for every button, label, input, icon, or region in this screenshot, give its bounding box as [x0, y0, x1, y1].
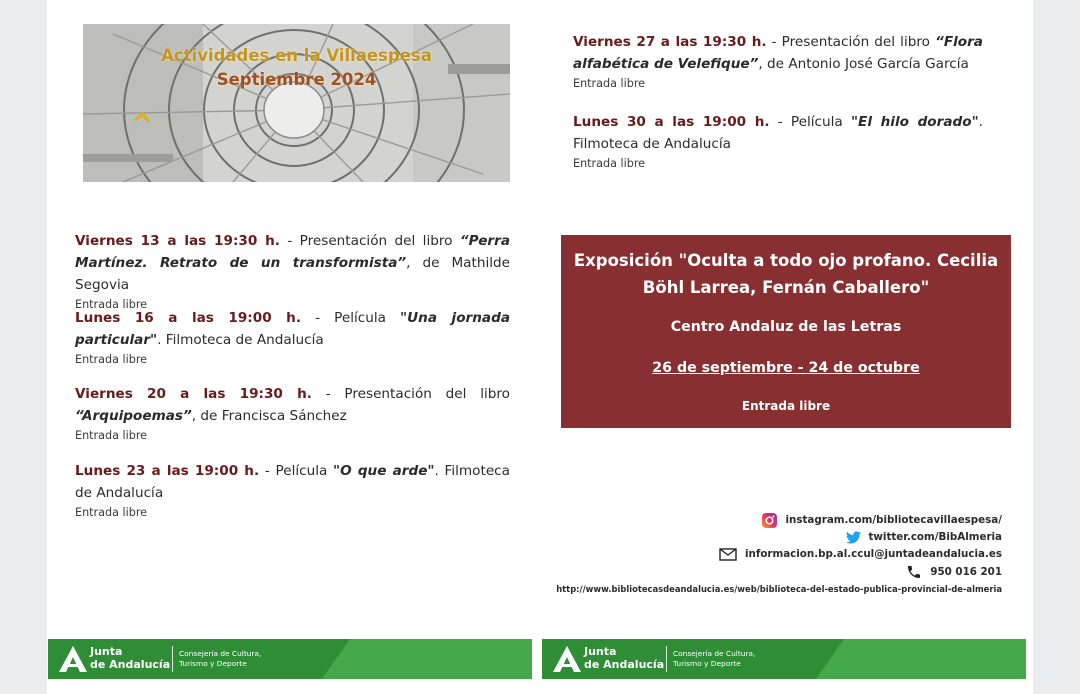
footer-divider: [172, 646, 173, 672]
entry-label: Entrada libre: [573, 157, 646, 170]
junta-brand: [90, 645, 170, 671]
event-date: Viernes 20 a las 19:30 h.: [75, 386, 312, 402]
twitter-icon: [846, 531, 861, 544]
brand-line2: de Andalucía: [584, 658, 665, 671]
brand-line2: de Andalucía: [90, 658, 171, 671]
dept-line2: Turismo y Deporte: [179, 659, 247, 668]
brand-line1: Junta: [90, 645, 123, 658]
exposition-title-line2: Böhl Larrea, Fernán Caballero": [642, 278, 930, 297]
exposition-dates: 26 de septiembre - 24 de octubre: [652, 360, 920, 376]
entry-label: Entrada libre: [573, 77, 646, 90]
entry-label: Entrada libre: [75, 506, 148, 519]
event-left-1: [75, 230, 510, 314]
event-author: . Filmoteca de Andalucía: [157, 332, 324, 348]
email-address: informacion.bp.al.ccul@juntadeandalucia.es: [744, 548, 1002, 560]
footer-accent: [322, 639, 532, 679]
mail-icon: [719, 548, 737, 561]
entry-label: Entrada libre: [75, 429, 148, 442]
event-date: Lunes 16 a las 19:00 h.: [75, 310, 302, 326]
brand-line1: Junta: [584, 645, 617, 658]
event-left-3: [75, 383, 510, 445]
event-text: - Película: [259, 463, 334, 479]
junta-logo-icon: [58, 645, 88, 673]
exposition-title-line1: Exposición "Oculta a todo ojo profano. Cecilia: [573, 251, 999, 270]
email-link[interactable]: [719, 544, 1002, 564]
event-title: "O que arde": [333, 463, 435, 479]
event-date: Viernes 27 a las 19:30 h.: [573, 34, 767, 50]
entry-label: Entrada libre: [75, 298, 148, 311]
event-title: “Arquipoemas”: [75, 408, 192, 424]
event-right-2: [573, 111, 983, 173]
footer-accent: [816, 639, 1026, 679]
footer-left: [48, 639, 532, 679]
event-author: , de Antonio José García García: [758, 56, 969, 72]
footer-right: [542, 639, 1026, 679]
event-title: “Perra Martínez. Retrato de un transformista”: [75, 233, 510, 271]
twitter-handle: twitter.com/BibAlmeria: [868, 531, 1002, 543]
event-text: - Presentación del libro: [279, 233, 460, 249]
website-url[interactable]: http://www.bibliotecasdeandalucia.es/web/biblioteca-del-estado-publica-provincial-de-almeria: [556, 584, 1002, 594]
footer-divider: [666, 646, 667, 672]
department-name: [179, 649, 261, 669]
phone-icon: [906, 564, 922, 580]
event-text: - Presentación del libro: [766, 34, 936, 50]
event-left-2: [75, 307, 510, 369]
header-title: [83, 44, 510, 92]
event-title: “Flora alfabética de Velefique”: [573, 34, 983, 72]
event-author: . Filmoteca de Andalucía: [75, 463, 510, 501]
dept-line1: Consejería de Cultura,: [673, 649, 756, 658]
header-title-line1: Actividades en la Villaespesa: [161, 46, 432, 65]
event-text: - Película: [301, 310, 401, 326]
phone-link[interactable]: [906, 562, 1002, 582]
event-title: "Una jornada particular": [75, 310, 510, 348]
junta-logo-icon: [552, 645, 582, 673]
event-left-4: [75, 460, 510, 522]
instagram-icon: [761, 512, 778, 529]
instagram-handle: instagram.com/bibliotecavillaespesa/: [785, 514, 1002, 526]
event-right-1: [573, 31, 983, 93]
department-name: [673, 649, 755, 669]
entry-label: Entrada libre: [75, 353, 148, 366]
exposition-box: [561, 235, 1011, 428]
exposition-entry: Entrada libre: [741, 399, 831, 413]
dept-line1: Consejería de Cultura,: [179, 649, 262, 658]
junta-brand: [584, 645, 664, 671]
header-image: [83, 24, 510, 182]
event-author: , de Francisca Sánchez: [191, 408, 347, 424]
header-title-line2: Septiembre 2024: [216, 70, 377, 89]
dept-line2: Turismo y Deporte: [673, 659, 741, 668]
event-date: Lunes 23 a las 19:00 h.: [75, 463, 260, 479]
event-date: Viernes 13 a las 19:30 h.: [75, 233, 280, 249]
event-text: - Presentación del libro: [311, 386, 510, 402]
phone-number: 950 016 201: [930, 566, 1002, 578]
event-title: "El hilo dorado": [850, 114, 979, 130]
event-text: - Película: [769, 114, 851, 130]
event-author: . Filmoteca de Andalucía: [573, 114, 983, 152]
event-author: , de Mathilde Segovia: [75, 255, 510, 293]
exposition-venue: Centro Andaluz de las Letras: [670, 319, 902, 335]
event-date: Lunes 30 a las 19:00 h.: [573, 114, 770, 130]
